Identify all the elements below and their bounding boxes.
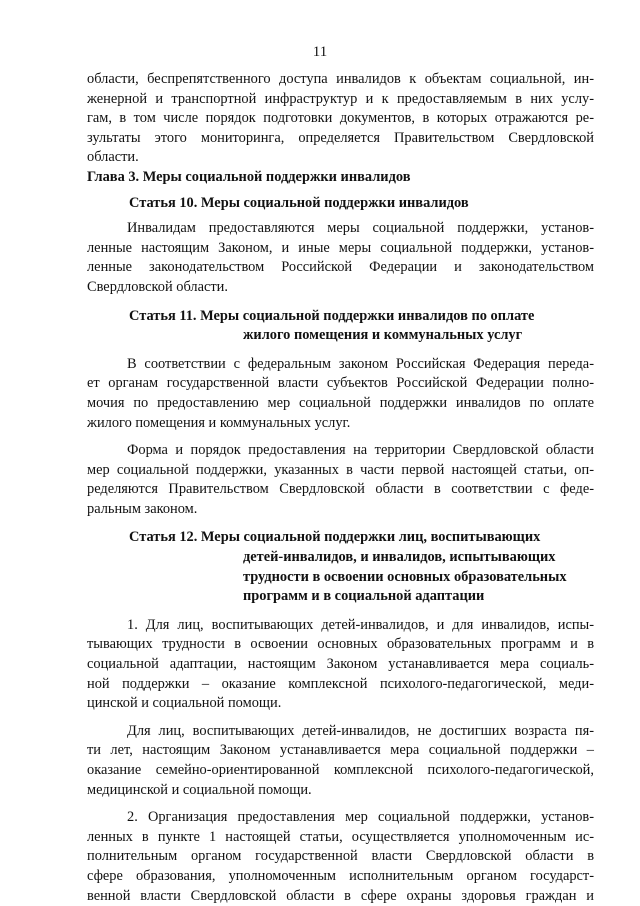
text-line: Свердловской области. xyxy=(87,278,228,295)
article-11-paragraph-1 xyxy=(87,355,594,433)
text-line: женерной и транспортной инфраструктур и к предоставляемым в них услу- xyxy=(87,90,594,107)
text-line: гам, в том числе порядок подготовки документов, в которых отражаются ре- xyxy=(87,110,594,127)
text-line: ет органам государственной власти субъектов Российской Федерации полно- xyxy=(87,375,594,392)
article-12-paragraph-3 xyxy=(87,808,594,906)
text-line: ленных в пункте 1 настоящей статьи, осуществляется уполномоченным ис- xyxy=(87,828,594,845)
article-12-heading xyxy=(87,528,594,606)
article-12-paragraph-1 xyxy=(87,616,594,714)
text-line: ленные настоящим Законом, и иные меры социальной поддержки, установ- xyxy=(87,239,594,256)
text-line: ленные законодательством Российской Федерации и законодательством xyxy=(87,259,594,276)
article-11-heading xyxy=(87,307,594,346)
text-line: цинской и социальной помощи. xyxy=(87,695,282,712)
heading-line: Статья 11. Меры социальной поддержки инвалидов по оплате xyxy=(129,307,535,324)
text-line: 1. Для лиц, воспитывающих детей-инвалидов, и для инвалидов, испы- xyxy=(127,616,594,633)
heading-line: жилого помещения и коммунальных услуг xyxy=(243,327,523,344)
text-line: социальной адаптации, настоящим Законом устанавливается мера социаль- xyxy=(87,656,594,673)
text-line: жилого помещения и коммунальных услуг. xyxy=(87,414,351,431)
text-line: мочия по предоставлению мер социальной поддержки инвалидов по оплате xyxy=(87,394,594,411)
text-line: ральным законом. xyxy=(87,500,198,517)
heading-line: программ и в социальной адаптации xyxy=(243,588,485,605)
text-line: венной власти Свердловской области в сфере охраны здоровья граждан и xyxy=(87,887,594,904)
text-line: В соответствии с федеральным законом Российская Федерация переда- xyxy=(127,355,594,372)
chapter-heading: Глава 3. Меры социальной поддержки инвалидов xyxy=(87,168,411,185)
article-10-heading: Статья 10. Меры социальной поддержки инвалидов xyxy=(129,194,469,211)
text-line: Инвалидам предоставляются меры социальной поддержки, установ- xyxy=(127,220,594,237)
text-line: зультаты этого мониторинга, определяется Правительством Свердловской xyxy=(87,129,594,146)
text-line: Для лиц, воспитывающих детей-инвалидов, не достигших возраста пя- xyxy=(127,722,594,739)
page-number: 11 xyxy=(312,44,328,60)
text-line: полнительным органом государственной власти Свердловской области в xyxy=(87,848,594,865)
article-12-paragraph-2 xyxy=(87,722,594,800)
text-line: ределяются Правительством Свердловской области в соответствии с феде- xyxy=(87,481,594,498)
heading-line: Статья 12. Меры социальной поддержки лиц, воспитывающих xyxy=(129,529,541,546)
text-line: ной поддержки – оказание комплексной психолого-педагогической, меди- xyxy=(87,675,594,692)
text-line: 2. Организация предоставления мер социальной поддержки, установ- xyxy=(127,809,594,826)
text-line: мер социальной поддержки, указанных в части первой настоящей статьи, оп- xyxy=(87,461,594,478)
heading-line: трудности в освоении основных образовательных xyxy=(243,568,567,585)
article-10-paragraph xyxy=(87,219,594,297)
text-line: оказание семейно-ориентированной комплексной психолого-педагогической, xyxy=(87,762,594,778)
text-line: медицинской и социальной помощи. xyxy=(87,781,312,798)
article-11-paragraph-2 xyxy=(87,441,594,519)
text-line: Форма и порядок предоставления на территории Свердловской области xyxy=(127,442,594,459)
text-line: ти лет, настоящим Законом устанавливается мера социальной поддержки – xyxy=(87,742,594,759)
heading-line: детей-инвалидов, и инвалидов, испытывающих xyxy=(243,549,556,566)
text-line: тывающих трудности в освоении основных образовательных программ и в xyxy=(87,636,594,653)
text-line: области, беспрепятственного доступа инвалидов к объектам социальной, ин- xyxy=(87,71,594,87)
intro-paragraph xyxy=(87,70,594,168)
document-body xyxy=(87,70,594,906)
text-line: сфере образования, уполномоченным исполнительным органом государст- xyxy=(87,867,594,884)
text-line: области. xyxy=(87,149,139,166)
